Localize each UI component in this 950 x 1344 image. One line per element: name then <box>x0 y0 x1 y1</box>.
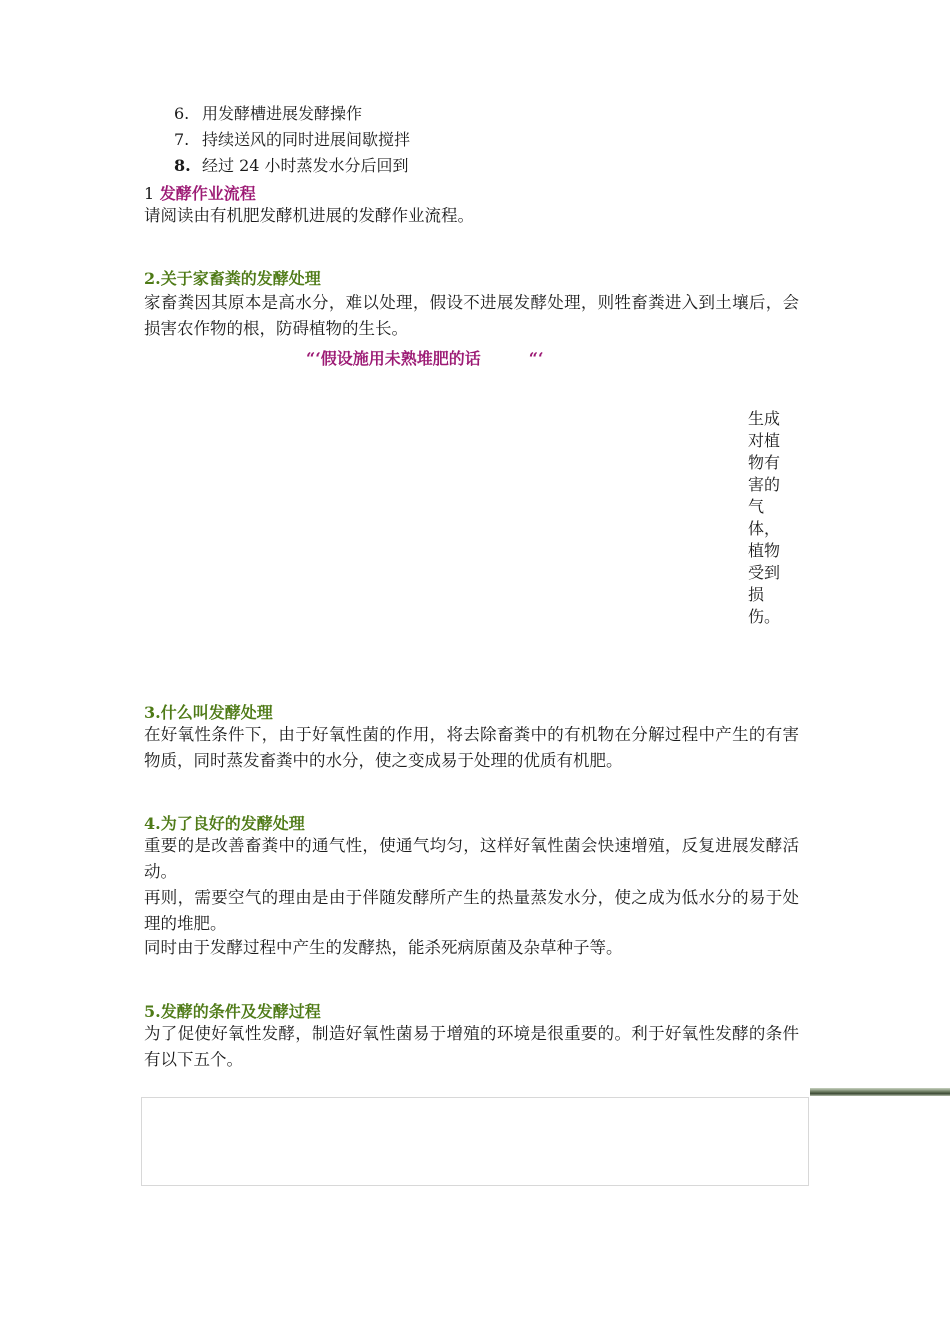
list-number: 6. <box>174 104 190 123</box>
list-text: 持续送风的同时进展间歇搅拌 <box>202 130 411 149</box>
list-item-7 <box>174 130 410 150</box>
section-4-body-3: 同时由于发酵过程中产生的发酵热，能杀死病原菌及杂草种子等。 <box>144 938 623 957</box>
section-5-heading: 5.发酵的条件及发酵过程 <box>144 1002 321 1021</box>
section-4-heading: 4.为了良好的发酵处理 <box>144 814 305 833</box>
side-caption-line: 对植 <box>748 431 781 450</box>
side-caption-line: 生成 <box>748 409 781 428</box>
section-5-body: 为了促使好氧性发酵，制造好氧性菌易于增殖的环境是很重要的。利于好氧性发酵的条件有以下五个。 <box>144 1024 799 1069</box>
side-caption-line: 物有 <box>748 453 781 472</box>
side-caption-line: 伤。 <box>748 607 781 626</box>
side-caption-line: 害的 <box>748 475 781 494</box>
empty-table-box <box>141 1097 809 1186</box>
section-1-heading <box>144 181 256 204</box>
side-caption-line: 体， <box>748 519 781 538</box>
section-2-body: 家畜粪因其原本是高水分，难以处理，假设不进展发酵处理，则牲畜粪进入到土壤后，会损害农作物的根，防碍植物的生长。 <box>144 293 799 338</box>
section-4-body-1: 重要的是改善畜粪中的通气性，使通气均匀，这样好氧性菌会快速增殖，反复进展发酵活动。 <box>144 836 799 881</box>
section-1-number: 1 <box>144 184 155 203</box>
list-text: 经过 24 小时蒸发水分后回到 <box>202 156 409 175</box>
section-3-body: 在好氧性条件下，由于好氧性菌的作用，将去除畜粪中的有机物在分解过程中产生的有害物质，同时蒸发畜粪中的水分，使之变成易于处理的优质有机肥。 <box>144 725 799 770</box>
side-caption-line: 损 <box>748 585 765 604</box>
section-4-body-2: 再则，需要空气的理由是由于伴随发酵所产生的热量蒸发水分，使之成为低水分的易于处理的堆肥。 <box>144 888 799 933</box>
section-2-heading: 2.关于家畜粪的发酵处理 <box>144 269 321 288</box>
section-1-title: 发酵作业流程 <box>159 184 256 203</box>
side-caption <box>748 408 788 628</box>
quote-text: “‘假设施用未熟堆肥的话 <box>306 349 481 368</box>
list-item-8 <box>174 156 409 176</box>
section-2-quote <box>306 346 544 369</box>
side-caption-line: 受到 <box>748 563 781 582</box>
list-number: 7. <box>174 130 190 149</box>
decorative-green-bar <box>810 1088 950 1096</box>
list-item-6 <box>174 104 362 124</box>
section-1-body: 请阅读由有机肥发酵机进展的发酵作业流程。 <box>144 206 474 225</box>
list-text: 用发酵槽进展发酵操作 <box>202 104 363 123</box>
section-3-heading: 3.什么叫发酵处理 <box>144 703 273 722</box>
quote-close: “‘ <box>528 349 544 368</box>
side-caption-line: 植物 <box>748 541 781 560</box>
side-caption-line: 气 <box>748 497 765 516</box>
list-number: 8. <box>174 156 191 175</box>
